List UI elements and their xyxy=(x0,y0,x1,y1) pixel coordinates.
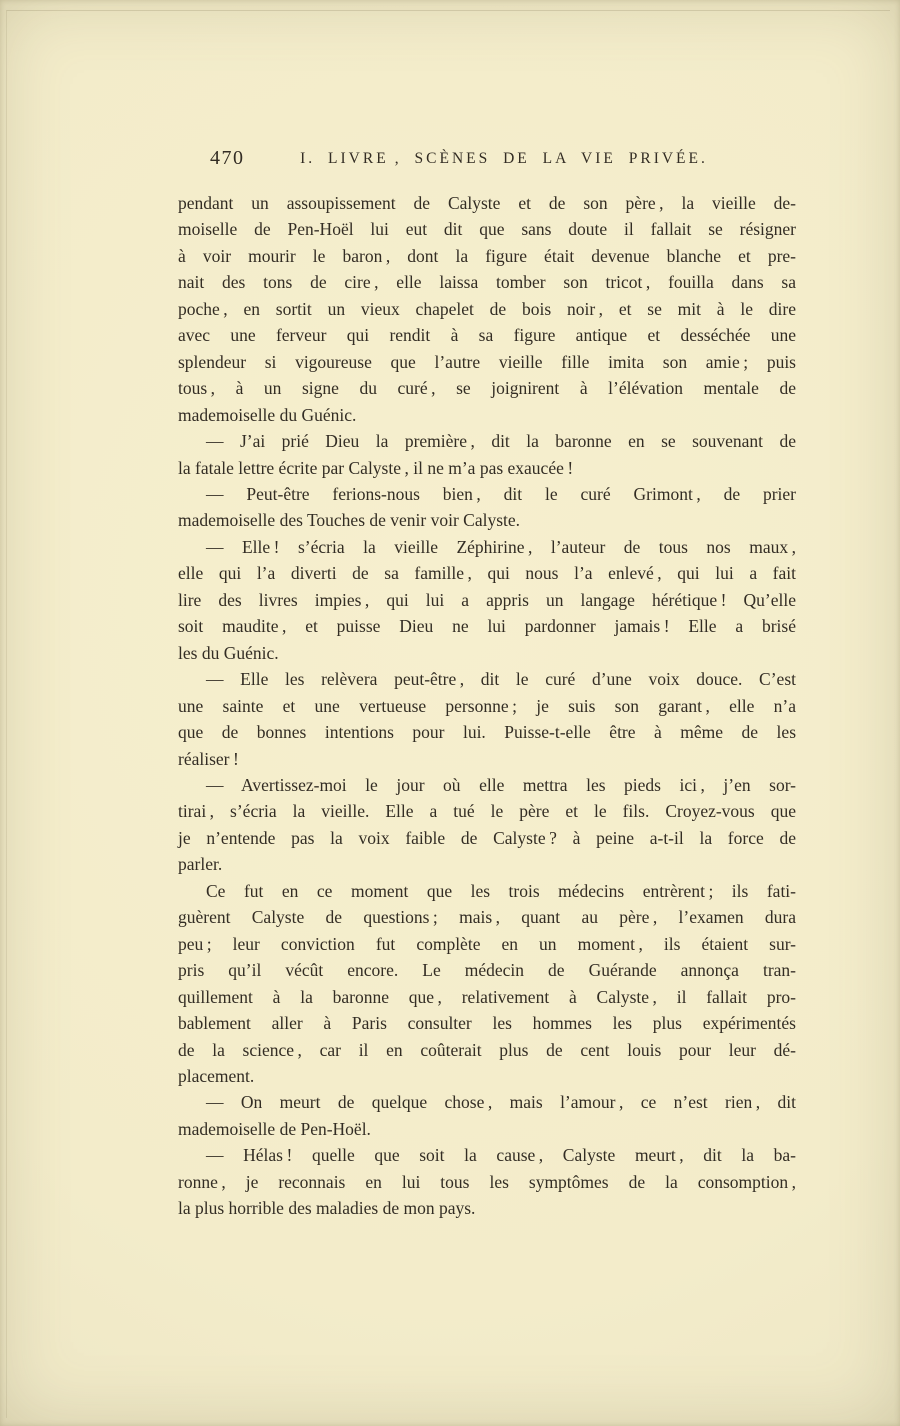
page-number: 470 xyxy=(210,147,245,169)
paragraph xyxy=(178,481,796,534)
text-line: quillement à la baronne que , relativement à Calyste , il fallait pro- xyxy=(178,986,796,1007)
text-line: nait des tons de cire , elle laissa tomber son tricot , fouilla dans sa xyxy=(178,272,796,293)
paragraph xyxy=(178,428,796,481)
text-line: poche , en sortit un vieux chapelet de bois noir , et se mit à le dire xyxy=(178,298,796,319)
text-line: Ce fut en ce moment que les trois médecins entrèrent ; ils fati- xyxy=(206,880,796,901)
text-line: bablement aller à Paris consulter les hommes les plus expérimentés xyxy=(178,1013,796,1034)
text-line: — Elle ! s’écria la vieille Zéphirine , l’auteur de tous nos maux , xyxy=(206,536,796,557)
text-line: mademoiselle des Touches de venir voir Calyste. xyxy=(178,510,521,531)
text-line: — J’ai prié Dieu la première , dit la baronne en se souvenant de xyxy=(206,431,796,452)
text-line: réaliser ! xyxy=(178,748,239,769)
text-line: soit maudite , et puisse Dieu ne lui pardonner jamais ! Elle a brisé xyxy=(178,616,796,637)
text-line: lire des livres impies , qui lui a appris un langage hérétique ! Qu’elle xyxy=(178,589,796,610)
text-line: mademoiselle du Guénic. xyxy=(178,404,357,425)
paragraph xyxy=(178,534,796,666)
text-line: — Hélas ! quelle que soit la cause , Calyste meurt , dit la ba- xyxy=(206,1145,796,1166)
text-line: pris qu’il vécût encore. Le médecin de Guérande annonça tran- xyxy=(178,960,796,981)
text-line: ronne , je reconnais en lui tous les symptômes de la consomption , xyxy=(178,1171,796,1192)
running-header: I. LIVRE , SCÈNES DE LA VIE PRIVÉE. xyxy=(300,150,708,167)
text-line: — Avertissez-moi le jour où elle mettra les pieds ici , j’en sor- xyxy=(206,774,796,795)
text-line: parler. xyxy=(178,854,223,875)
text-line: guèrent Calyste de questions ; mais , quant au père , l’examen dura xyxy=(178,907,796,928)
text-line: je n’entende pas la voix faible de Calyste ? à peine a-t-il la force de xyxy=(178,827,796,848)
paragraph xyxy=(178,190,796,428)
paragraph xyxy=(178,772,796,878)
text-line: la fatale lettre écrite par Calyste , il ne m’a pas exaucée ! xyxy=(178,457,574,478)
text-line: à voir mourir le baron , dont la figure était devenue blanche et pre- xyxy=(178,245,796,266)
text-line: elle qui l’a diverti de sa famille , qui nous l’a enlevé , qui lui a fait xyxy=(178,563,796,584)
text-line: avec une ferveur qui rendit à sa figure antique et desséchée une xyxy=(178,325,796,346)
page-header xyxy=(178,147,796,173)
text-line: de la science , car il en coûterait plus de cent louis pour leur dé- xyxy=(178,1039,796,1060)
text-line: tirai , s’écria la vieille. Elle a tué le père et le fils. Croyez-vous que xyxy=(178,801,796,822)
text-line: les du Guénic. xyxy=(178,642,279,663)
text-line: une sainte et une vertueuse personne ; je suis son garant , elle n’a xyxy=(178,695,796,716)
paragraph xyxy=(178,878,796,1090)
text-line: — Elle les relèvera peut-être , dit le curé d’une voix douce. C’est xyxy=(206,669,796,690)
paragraph xyxy=(178,666,796,772)
text-line: placement. xyxy=(178,1065,255,1086)
text-line: peu ; leur conviction fut complète en un moment , ils étaient sur- xyxy=(178,933,796,954)
text-line: mademoiselle de Pen-Hoël. xyxy=(178,1118,371,1139)
paragraph xyxy=(178,1142,796,1221)
text-line: la plus horrible des maladies de mon pays. xyxy=(178,1198,476,1219)
paragraph xyxy=(178,1089,796,1142)
text-line: — On meurt de quelque chose , mais l’amour , ce n’est rien , dit xyxy=(206,1092,796,1113)
text-line: splendeur si vigoureuse que l’autre vieille fille imita son amie ; puis xyxy=(178,351,796,372)
text-line: moiselle de Pen-Hoël lui eut dit que sans doute il fallait se résigner xyxy=(178,219,796,240)
text-line: que de bonnes intentions pour lui. Puisse-t-elle être à même de les xyxy=(178,722,796,743)
text-line: tous , à un signe du curé , se joignirent à l’élévation mentale de xyxy=(178,378,796,399)
text-line: pendant un assoupissement de Calyste et de son père , la vieille de- xyxy=(178,193,796,213)
text-block xyxy=(178,190,796,1222)
text-line: — Peut-être ferions-nous bien , dit le curé Grimont , de prier xyxy=(206,483,796,504)
